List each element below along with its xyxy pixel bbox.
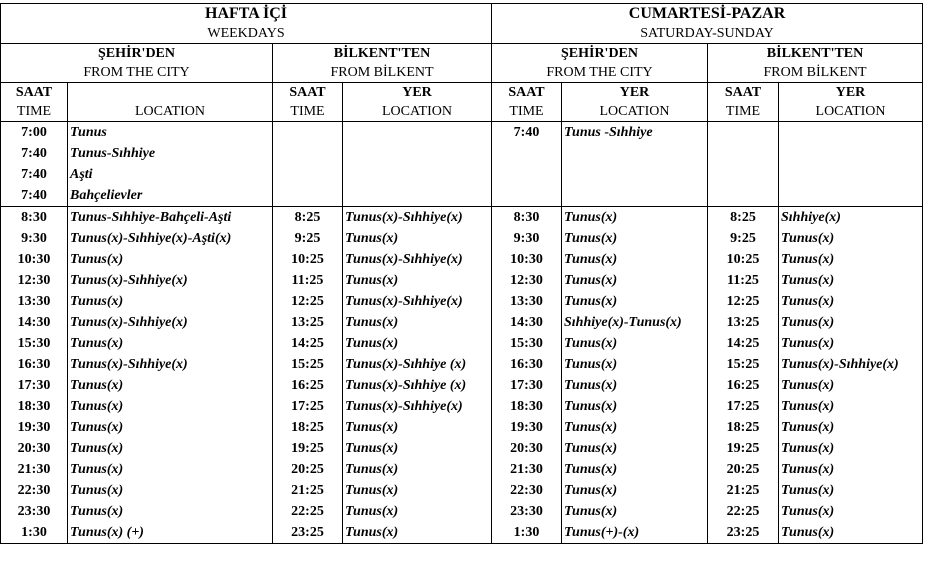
weekday-bilkent-location — [343, 143, 492, 164]
weekend-city-time: 16:30 — [492, 354, 562, 375]
weekend-city-location: Tunus(x) — [562, 354, 708, 375]
weekend-bilkent-location: Tunus(x) — [779, 291, 923, 312]
weekend-city-location: Tunus(x) — [562, 438, 708, 459]
weekend-city-time: 15:30 — [492, 333, 562, 354]
weekday-bilkent-location: Tunus(x) — [343, 438, 492, 459]
weekend-city-time: 17:30 — [492, 375, 562, 396]
weekend-title: CUMARTESİ-PAZAR — [492, 4, 923, 25]
weekend-city-time: 10:30 — [492, 249, 562, 270]
weekday-bilkent-location — [343, 122, 492, 144]
weekend-city-time: 9:30 — [492, 228, 562, 249]
weekday-bilkent-location: Tunus(x)-Sıhhiye(x) — [343, 291, 492, 312]
weekday-city-time: 19:30 — [1, 417, 68, 438]
weekday-bilkent-time: 8:25 — [273, 207, 343, 229]
schedule-body — [1, 122, 923, 544]
table-row — [1, 333, 923, 354]
weekend-from-bilkent-header: BİLKENT'TEN — [708, 44, 923, 64]
weekday-bilkent-time: 23:25 — [273, 522, 343, 544]
weekend-bilkent-time: 17:25 — [708, 396, 779, 417]
weekday-city-time: 23:30 — [1, 501, 68, 522]
weekend-city-location: Tunus(x) — [562, 459, 708, 480]
weekday-bilkent-location: Tunus(x) — [343, 312, 492, 333]
column-header-time: TIME — [492, 102, 562, 122]
weekend-city-time: 20:30 — [492, 438, 562, 459]
weekend-bilkent-location: Tunus(x) — [779, 501, 923, 522]
weekday-bilkent-location: Tunus(x) — [343, 333, 492, 354]
weekend-city-time: 14:30 — [492, 312, 562, 333]
weekday-bilkent-location: Tunus(x) — [343, 480, 492, 501]
weekend-city-location: Tunus(x) — [562, 228, 708, 249]
weekend-bilkent-location: Tunus(x) — [779, 228, 923, 249]
weekday-bilkent-time: 11:25 — [273, 270, 343, 291]
weekday-city-time: 7:40 — [1, 164, 68, 185]
weekend-city-time: 1:30 — [492, 522, 562, 544]
weekend-bilkent-time: 15:25 — [708, 354, 779, 375]
weekend-bilkent-time: 19:25 — [708, 438, 779, 459]
weekend-city-time: 8:30 — [492, 207, 562, 229]
weekend-bilkent-location — [779, 122, 923, 144]
weekend-city-time: 7:40 — [492, 122, 562, 144]
weekend-city-time: 21:30 — [492, 459, 562, 480]
weekend-city-time: 13:30 — [492, 291, 562, 312]
weekend-bilkent-location — [779, 143, 923, 164]
weekday-bilkent-location: Tunus(x)-Sıhhiye(x) — [343, 249, 492, 270]
weekday-city-location: Tunus — [68, 122, 273, 144]
table-row — [1, 270, 923, 291]
weekday-bilkent-location: Tunus(x) — [343, 270, 492, 291]
weekend-bilkent-time: 12:25 — [708, 291, 779, 312]
column-header-yer: YER — [343, 83, 492, 103]
weekend-bilkent-location: Tunus(x) — [779, 312, 923, 333]
weekday-bilkent-location: Tunus(x) — [343, 459, 492, 480]
table-row — [1, 185, 923, 207]
table-row — [1, 228, 923, 249]
weekday-city-location: Tunus(x) — [68, 396, 273, 417]
weekend-city-location: Sıhhiye(x)-Tunus(x) — [562, 312, 708, 333]
weekday-city-time: 7:40 — [1, 185, 68, 207]
weekend-city-time: 23:30 — [492, 501, 562, 522]
weekend-bilkent-time: 11:25 — [708, 270, 779, 291]
column-header-time: TIME — [1, 102, 68, 122]
weekend-from-bilkent-subheader: FROM BİLKENT — [708, 63, 923, 83]
weekend-bilkent-time — [708, 185, 779, 207]
weekday-bilkent-location: Tunus(x) — [343, 417, 492, 438]
weekdays-from-bilkent-subheader: FROM BİLKENT — [273, 63, 492, 83]
weekend-city-time: 18:30 — [492, 396, 562, 417]
weekend-bilkent-time: 9:25 — [708, 228, 779, 249]
weekday-bilkent-location — [343, 164, 492, 185]
weekend-from-city-header: ŞEHİR'DEN — [492, 44, 708, 64]
weekend-bilkent-time: 20:25 — [708, 459, 779, 480]
weekdays-title: HAFTA İÇİ — [1, 4, 492, 25]
weekend-bilkent-time: 13:25 — [708, 312, 779, 333]
weekend-city-location: Tunus -Sıhhiye — [562, 122, 708, 144]
table-row — [1, 164, 923, 185]
weekend-city-location — [562, 164, 708, 185]
table-row — [1, 396, 923, 417]
table-row — [1, 438, 923, 459]
weekday-bilkent-location: Tunus(x)-Sıhhiye (x) — [343, 375, 492, 396]
weekday-city-location: Tunus(x) — [68, 375, 273, 396]
table-row — [1, 522, 923, 544]
weekday-bilkent-time: 21:25 — [273, 480, 343, 501]
weekday-city-location: Tunus(x) — [68, 333, 273, 354]
weekday-city-location: Tunus(x)-Sıhhiye(x) — [68, 312, 273, 333]
weekday-bilkent-time: 12:25 — [273, 291, 343, 312]
weekend-bilkent-location: Sıhhiye(x) — [779, 207, 923, 229]
weekday-bilkent-time: 17:25 — [273, 396, 343, 417]
weekday-bilkent-time — [273, 185, 343, 207]
weekend-city-location: Tunus(x) — [562, 333, 708, 354]
weekday-city-location: Tunus(x) — [68, 291, 273, 312]
weekend-city-location — [562, 185, 708, 207]
weekday-city-time: 7:40 — [1, 143, 68, 164]
weekend-bilkent-location: Tunus(x) — [779, 375, 923, 396]
weekend-city-time: 22:30 — [492, 480, 562, 501]
weekdays-from-bilkent-header: BİLKENT'TEN — [273, 44, 492, 64]
column-header-saat: SAAT — [1, 83, 68, 103]
weekend-city-location: Tunus(x) — [562, 480, 708, 501]
weekday-bilkent-location: Tunus(x)-Sıhhiye(x) — [343, 396, 492, 417]
weekend-city-location: Tunus(x) — [562, 501, 708, 522]
weekday-city-time: 9:30 — [1, 228, 68, 249]
table-row — [1, 143, 923, 164]
weekend-city-time — [492, 185, 562, 207]
table-row — [1, 501, 923, 522]
weekday-city-location: Tunus(x) — [68, 501, 273, 522]
weekday-bilkent-time: 20:25 — [273, 459, 343, 480]
weekday-city-time: 20:30 — [1, 438, 68, 459]
weekend-bilkent-location — [779, 164, 923, 185]
column-header-location-empty — [68, 83, 273, 103]
table-row — [1, 207, 923, 229]
weekday-city-location: Bahçelievler — [68, 185, 273, 207]
weekend-city-location: Tunus(x) — [562, 375, 708, 396]
weekday-city-time: 7:00 — [1, 122, 68, 144]
weekday-bilkent-time — [273, 164, 343, 185]
weekend-bilkent-location: Tunus(x) — [779, 270, 923, 291]
weekday-city-location: Tunus(x)-Sıhhiye(x) — [68, 270, 273, 291]
weekday-bilkent-time — [273, 143, 343, 164]
weekend-from-city-subheader: FROM THE CITY — [492, 63, 708, 83]
weekend-bilkent-location: Tunus(x) — [779, 396, 923, 417]
column-header-yer: YER — [562, 83, 708, 103]
weekday-city-location: Tunus(x)-Sıhhiye(x)-Aşti(x) — [68, 228, 273, 249]
weekday-bilkent-time: 16:25 — [273, 375, 343, 396]
weekday-city-location: Tunus(x) — [68, 480, 273, 501]
weekdays-subtitle: WEEKDAYS — [1, 24, 492, 44]
weekend-bilkent-location: Tunus(x) — [779, 438, 923, 459]
column-header-time: TIME — [273, 102, 343, 122]
weekday-bilkent-time — [273, 122, 343, 144]
weekday-bilkent-time: 14:25 — [273, 333, 343, 354]
weekday-city-location: Aşti — [68, 164, 273, 185]
weekend-city-time — [492, 143, 562, 164]
weekday-bilkent-location: Tunus(x)-Sıhhiye (x) — [343, 354, 492, 375]
weekend-bilkent-time — [708, 143, 779, 164]
weekend-city-location: Tunus(x) — [562, 291, 708, 312]
weekend-city-location: Tunus(+)-(x) — [562, 522, 708, 544]
weekend-city-location: Tunus(x) — [562, 207, 708, 229]
weekday-bilkent-time: 19:25 — [273, 438, 343, 459]
weekend-city-location: Tunus(x) — [562, 270, 708, 291]
weekday-bilkent-time: 9:25 — [273, 228, 343, 249]
weekend-bilkent-location: Tunus(x) — [779, 522, 923, 544]
column-header-saat: SAAT — [708, 83, 779, 103]
weekday-city-location: Tunus-Sıhhiye-Bahçeli-Aşti — [68, 207, 273, 229]
shuttle-schedule-table — [0, 3, 923, 544]
weekday-city-time: 10:30 — [1, 249, 68, 270]
weekday-city-time: 16:30 — [1, 354, 68, 375]
weekday-bilkent-location — [343, 185, 492, 207]
weekday-city-time: 8:30 — [1, 207, 68, 229]
weekday-bilkent-location: Tunus(x) — [343, 228, 492, 249]
weekday-bilkent-time: 18:25 — [273, 417, 343, 438]
weekend-bilkent-time: 21:25 — [708, 480, 779, 501]
column-header-time: TIME — [708, 102, 779, 122]
weekday-bilkent-time: 13:25 — [273, 312, 343, 333]
weekend-bilkent-time: 22:25 — [708, 501, 779, 522]
weekend-bilkent-time: 18:25 — [708, 417, 779, 438]
weekend-bilkent-location: Tunus(x) — [779, 333, 923, 354]
weekday-bilkent-location: Tunus(x)-Sıhhiye(x) — [343, 207, 492, 229]
table-row — [1, 375, 923, 396]
weekend-bilkent-location: Tunus(x) — [779, 249, 923, 270]
weekend-bilkent-time — [708, 122, 779, 144]
weekday-city-location: Tunus(x) — [68, 459, 273, 480]
weekday-city-time: 13:30 — [1, 291, 68, 312]
column-header-saat: SAAT — [492, 83, 562, 103]
column-header-location: LOCATION — [68, 102, 273, 122]
weekday-city-location: Tunus-Sıhhiye — [68, 143, 273, 164]
weekend-city-location: Tunus(x) — [562, 417, 708, 438]
weekdays-from-city-header: ŞEHİR'DEN — [1, 44, 273, 64]
weekend-city-location: Tunus(x) — [562, 396, 708, 417]
weekend-city-time — [492, 164, 562, 185]
weekend-bilkent-location: Tunus(x) — [779, 459, 923, 480]
column-header-location: LOCATION — [343, 102, 492, 122]
weekday-city-time: 21:30 — [1, 459, 68, 480]
weekday-city-time: 15:30 — [1, 333, 68, 354]
table-row — [1, 417, 923, 438]
table-row — [1, 249, 923, 270]
table-row — [1, 312, 923, 333]
weekday-city-location: Tunus(x)-Sıhhiye(x) — [68, 354, 273, 375]
weekend-bilkent-location: Tunus(x)-Sıhhiye(x) — [779, 354, 923, 375]
weekday-city-location: Tunus(x) (+) — [68, 522, 273, 544]
weekday-city-location: Tunus(x) — [68, 438, 273, 459]
table-row — [1, 354, 923, 375]
weekend-bilkent-time: 10:25 — [708, 249, 779, 270]
weekday-bilkent-time: 22:25 — [273, 501, 343, 522]
weekend-bilkent-location: Tunus(x) — [779, 480, 923, 501]
weekday-city-time: 1:30 — [1, 522, 68, 544]
table-row — [1, 291, 923, 312]
weekday-city-time: 12:30 — [1, 270, 68, 291]
weekday-city-location: Tunus(x) — [68, 417, 273, 438]
weekday-bilkent-location: Tunus(x) — [343, 501, 492, 522]
column-header-yer: YER — [779, 83, 923, 103]
weekend-subtitle: SATURDAY-SUNDAY — [492, 24, 923, 44]
weekend-city-time: 12:30 — [492, 270, 562, 291]
weekday-bilkent-location: Tunus(x) — [343, 522, 492, 544]
table-row — [1, 122, 923, 144]
weekend-bilkent-location — [779, 185, 923, 207]
weekend-bilkent-time — [708, 164, 779, 185]
weekday-city-time: 17:30 — [1, 375, 68, 396]
table-row — [1, 459, 923, 480]
weekday-city-location: Tunus(x) — [68, 249, 273, 270]
weekend-bilkent-time: 8:25 — [708, 207, 779, 229]
weekend-city-time: 19:30 — [492, 417, 562, 438]
column-header-saat: SAAT — [273, 83, 343, 103]
weekday-bilkent-time: 15:25 — [273, 354, 343, 375]
weekend-city-location — [562, 143, 708, 164]
weekday-city-time: 14:30 — [1, 312, 68, 333]
column-header-location: LOCATION — [562, 102, 708, 122]
weekday-city-time: 22:30 — [1, 480, 68, 501]
column-header-location: LOCATION — [779, 102, 923, 122]
weekend-bilkent-time: 23:25 — [708, 522, 779, 544]
weekday-city-time: 18:30 — [1, 396, 68, 417]
weekend-city-location: Tunus(x) — [562, 249, 708, 270]
weekend-bilkent-time: 14:25 — [708, 333, 779, 354]
weekend-bilkent-time: 16:25 — [708, 375, 779, 396]
table-row — [1, 480, 923, 501]
weekdays-from-city-subheader: FROM THE CITY — [1, 63, 273, 83]
weekend-bilkent-location: Tunus(x) — [779, 417, 923, 438]
weekday-bilkent-time: 10:25 — [273, 249, 343, 270]
